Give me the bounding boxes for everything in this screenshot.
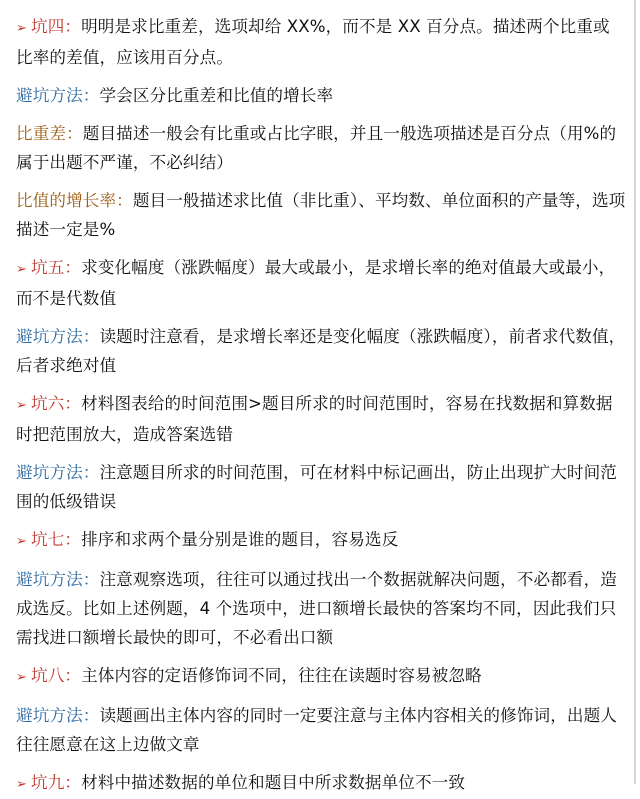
tip-text: 读题画出主体内容的同时一定要注意与主体内容相关的修饰词，出题人往往愿意在这上边做文章 <box>16 706 617 754</box>
tip-paragraph <box>16 12 626 72</box>
tip-paragraph <box>16 458 626 516</box>
tip-paragraph <box>16 253 626 313</box>
term-label: 比值的增长率： <box>16 191 133 210</box>
tip-paragraph <box>16 525 626 556</box>
arrow-icon: ➢ <box>16 777 27 792</box>
tip-text: 主体内容的定语修饰词不同，往往在读题时容易被忽略 <box>81 666 482 685</box>
tip-paragraph <box>16 119 626 177</box>
term-label: 比重差： <box>16 124 83 143</box>
arrow-icon: ➢ <box>16 262 27 277</box>
arrow-icon: ➢ <box>16 670 27 685</box>
tip-text: 材料中描述数据的单位和题目中所求数据单位不一致 <box>81 773 466 792</box>
arrow-icon: ➢ <box>16 21 27 36</box>
tip-paragraph <box>16 322 626 380</box>
tip-paragraph <box>16 661 626 692</box>
tip-text: 注意观察选项，往往可以通过找出一个数据就解决问题，不必都看，造成选反。比如上述例题，4 个选项中，进口额增长最快的答案均不同，因此我们只需找进口额增长最快的即可，不必看出口额 <box>16 570 617 647</box>
tip-text: 读题时注意看，是求增长率还是变化幅度（涨跌幅度），前者求代数值，后者求绝对值 <box>16 327 626 375</box>
tip-paragraph <box>16 389 626 449</box>
tip-text: 排序和求两个量分别是谁的题目，容易选反 <box>81 530 399 549</box>
arrow-icon: ➢ <box>16 398 27 413</box>
tip-paragraph <box>16 565 626 652</box>
tips-content <box>16 12 626 799</box>
tip-label: 坑八： <box>31 666 82 685</box>
tip-text: 题目描述一般会有比重或占比字眼，并且一般选项描述是百分点（用%的属于出题不严谨，不必纠结） <box>16 124 617 172</box>
method-label: 避坑方法： <box>16 327 100 346</box>
method-label: 避坑方法： <box>16 706 100 725</box>
arrow-icon: ➢ <box>16 534 27 549</box>
tip-label: 坑九： <box>31 773 82 792</box>
tip-paragraph <box>16 186 626 244</box>
page-edge-divider <box>634 0 636 784</box>
tip-label: 坑六： <box>31 394 82 413</box>
tip-text: 明明是求比重差，选项却给 XX%，而不是 XX 百分点。描述两个比重或比率的差值，应该用百分点。 <box>16 17 610 67</box>
tip-text: 求变化幅度（涨跌幅度）最大或最小，是求增长率的绝对值最大或最小，而不是代数值 <box>16 258 616 308</box>
tip-paragraph <box>16 701 626 759</box>
tip-label: 坑七： <box>31 530 82 549</box>
tip-paragraph <box>16 81 626 110</box>
tip-text: 学会区分比重差和比值的增长率 <box>99 86 334 105</box>
method-label: 避坑方法： <box>16 463 100 482</box>
tip-text: 注意题目所求的时间范围，可在材料中标记画出，防止出现扩大时间范围的低级错误 <box>16 463 617 511</box>
method-label: 避坑方法： <box>16 570 100 589</box>
tip-label: 坑四： <box>31 17 82 36</box>
method-label: 避坑方法： <box>16 86 100 105</box>
tip-text: 材料图表给的时间范围>题目所求的时间范围时，容易在找数据和算数据时把范围放大，造成答案选错 <box>16 394 613 444</box>
tip-text: 题目一般描述求比值（非比重）、平均数、单位面积的产量等，选项描述一定是% <box>16 191 626 239</box>
tip-label: 坑五： <box>31 258 82 277</box>
